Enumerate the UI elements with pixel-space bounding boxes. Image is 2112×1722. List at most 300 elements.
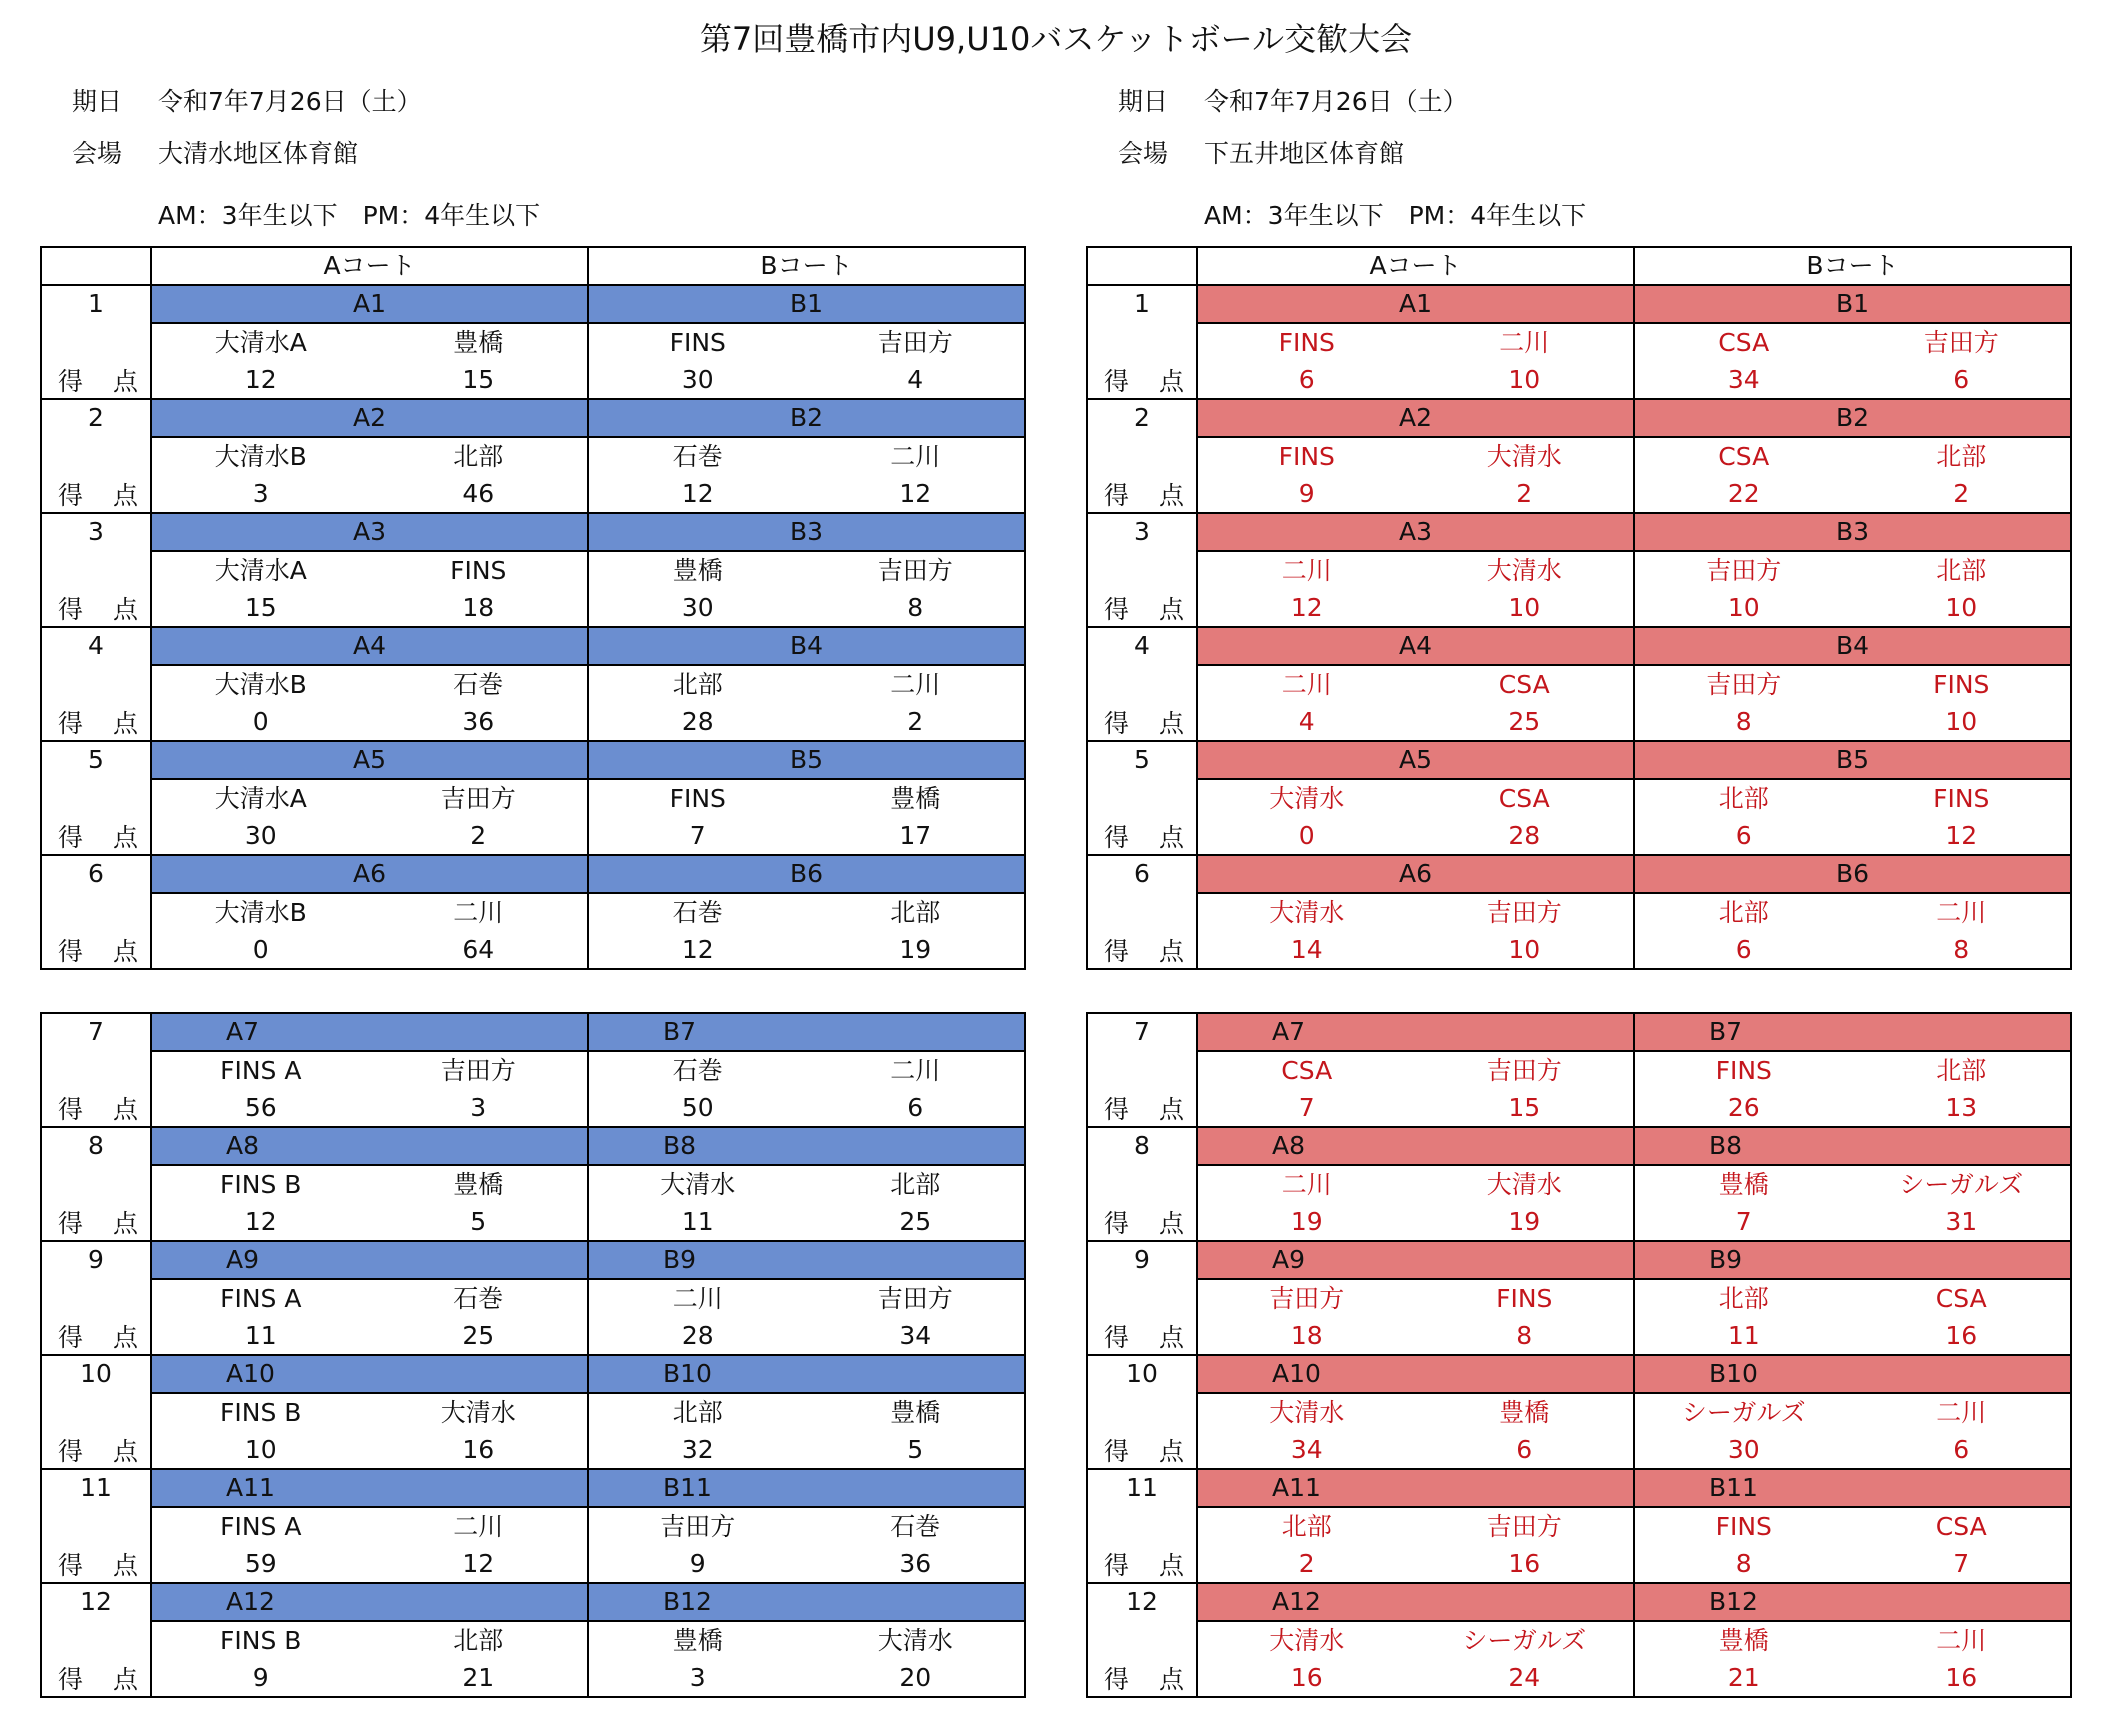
team-name: 吉田方 [1706, 556, 1782, 585]
round-number: 7 [1134, 1017, 1150, 1046]
score-pair [1198, 362, 1633, 398]
score-value: 18 [462, 593, 495, 622]
team-name: 北部 [1718, 784, 1769, 813]
score-pair [589, 704, 1024, 740]
match-label-b: B9 [588, 1241, 1025, 1279]
match-label-row [41, 1127, 1025, 1165]
score-label-char: 点 [1158, 1437, 1184, 1466]
team-name: 大清水A [214, 556, 307, 585]
score-label-char: 点 [112, 367, 138, 396]
score-value: 6 [1298, 365, 1315, 394]
team-cell [151, 665, 588, 704]
team-cell [1634, 665, 2071, 704]
score-pair [1198, 1546, 1633, 1582]
score-value: 10 [1727, 593, 1760, 622]
score-label-char: 点 [112, 1437, 138, 1466]
team-name: 北部 [890, 1170, 941, 1199]
score-value: 30 [1727, 1435, 1760, 1464]
round-cell [41, 1469, 151, 1583]
match-label-a: A3 [1197, 513, 1634, 551]
right-am-table [1086, 246, 2072, 970]
match-label-row [1087, 1013, 2071, 1051]
round-number: 6 [88, 859, 104, 888]
match-label-b: B3 [1634, 513, 2071, 551]
score-value: 8 [1953, 935, 1970, 964]
match-label-row [41, 1241, 1025, 1279]
score-label [58, 1434, 138, 1470]
team-name: 吉田方 [660, 1512, 736, 1541]
team-cell [1197, 1621, 1634, 1660]
match-label-b: B12 [1634, 1583, 2071, 1621]
team-name: 大清水 [440, 1398, 516, 1427]
team-row [1087, 1393, 2071, 1432]
score-value: 11 [681, 1207, 714, 1236]
score-value: 56 [244, 1093, 277, 1122]
match-label-row [1087, 1127, 2071, 1165]
score-label-char: 得 [1104, 709, 1130, 738]
score-label-char: 点 [1158, 1665, 1184, 1694]
team-cell [1197, 1165, 1634, 1204]
team-cell [1197, 779, 1634, 818]
score-pair [589, 476, 1024, 512]
score-value: 64 [462, 935, 495, 964]
score-pair [589, 1660, 1024, 1696]
score-label-char: 得 [1104, 1551, 1130, 1580]
score-cell [1197, 1318, 1634, 1355]
score-value: 46 [462, 479, 495, 508]
round-number: 12 [1126, 1587, 1158, 1616]
team-name: FINS A [220, 1056, 302, 1085]
score-value: 5 [470, 1207, 487, 1236]
score-label-char: 点 [112, 1551, 138, 1580]
score-label-char: 得 [1104, 1095, 1130, 1124]
match-label-row [41, 855, 1025, 893]
match-label-b: B6 [588, 855, 1025, 893]
score-value: 34 [1727, 365, 1760, 394]
team-cell [588, 1051, 1025, 1090]
team-cell [1634, 1051, 2071, 1090]
team-name: 二川 [672, 1284, 723, 1313]
team-cell [151, 437, 588, 476]
left-am-table [40, 246, 1026, 970]
round-cell [41, 1013, 151, 1127]
score-value: 19 [899, 935, 932, 964]
score-value: 2 [1953, 479, 1970, 508]
match-label-a: A5 [151, 741, 588, 779]
match-label-a: A6 [151, 855, 588, 893]
score-pair [1198, 1318, 1633, 1354]
score-row [41, 1660, 1025, 1697]
score-value: 19 [1290, 1207, 1323, 1236]
team-name: 吉田方 [440, 1056, 516, 1085]
score-value: 6 [1953, 1435, 1970, 1464]
score-pair [589, 1546, 1024, 1582]
score-label-char: 得 [1104, 481, 1130, 510]
team-cell [588, 437, 1025, 476]
score-row [41, 818, 1025, 855]
round-cell [1087, 285, 1197, 399]
round-cell [41, 1241, 151, 1355]
team-name: FINS [1715, 1512, 1772, 1541]
score-value: 9 [252, 1663, 269, 1692]
score-pair [152, 1204, 587, 1240]
score-label-char: 点 [112, 1323, 138, 1352]
date-value-left: 令和7年7月26日（土） [158, 87, 422, 116]
score-value: 7 [1953, 1549, 1970, 1578]
team-name: FINS B [220, 1626, 302, 1655]
score-label [1104, 934, 1184, 970]
match-label-row [41, 399, 1025, 437]
score-label [1104, 1434, 1184, 1470]
court-header-row [41, 247, 1025, 285]
score-label-char: 点 [1158, 823, 1184, 852]
score-label-char: 点 [112, 709, 138, 738]
score-pair [1198, 932, 1633, 968]
match-label-b: B9 [1634, 1241, 2071, 1279]
score-pair [152, 1090, 587, 1126]
score-value: 22 [1727, 479, 1760, 508]
match-label-b: B5 [588, 741, 1025, 779]
court-header-row [1087, 247, 2071, 285]
team-name: 大清水A [214, 328, 307, 357]
score-value: 0 [252, 707, 269, 736]
round-number: 10 [80, 1359, 112, 1388]
team-pair [1635, 1052, 2070, 1090]
team-name: CSA [1935, 1284, 1987, 1313]
score-value: 16 [1945, 1321, 1978, 1350]
team-pair [1635, 666, 2070, 704]
score-value: 2 [470, 821, 487, 850]
team-row [1087, 1507, 2071, 1546]
team-name: CSA [1935, 1512, 1987, 1541]
score-row [41, 1318, 1025, 1355]
team-pair [1198, 780, 1633, 818]
score-cell [588, 1660, 1025, 1697]
team-row [41, 893, 1025, 932]
score-value: 24 [1508, 1663, 1541, 1692]
team-name: 豊橋 [890, 784, 941, 813]
score-label-char: 点 [1158, 1095, 1184, 1124]
team-name: 大清水 [1269, 1398, 1345, 1427]
team-name: 豊橋 [453, 328, 504, 357]
score-pair [1198, 590, 1633, 626]
score-pair [1635, 1090, 2070, 1126]
team-name: 吉田方 [1486, 898, 1562, 927]
team-cell [1634, 551, 2071, 590]
team-row [41, 1507, 1025, 1546]
team-name: CSA [1718, 328, 1770, 357]
round-number: 6 [1134, 859, 1150, 888]
score-pair [1198, 704, 1633, 740]
team-cell [1197, 665, 1634, 704]
score-cell [1634, 1318, 2071, 1355]
team-pair [1198, 1508, 1633, 1546]
match-label-b: B7 [588, 1013, 1025, 1051]
team-name: 石巻 [453, 1284, 504, 1313]
team-pair [152, 438, 587, 476]
team-row [41, 1279, 1025, 1318]
score-pair [152, 1318, 587, 1354]
score-value: 30 [681, 365, 714, 394]
score-value: 25 [1508, 707, 1541, 736]
score-pair [589, 362, 1024, 398]
score-value: 12 [1945, 821, 1978, 850]
score-value: 8 [1735, 1549, 1752, 1578]
team-name: 大清水B [214, 898, 307, 927]
team-row [1087, 1279, 2071, 1318]
score-cell [1634, 818, 2071, 855]
match-label-a: A7 [151, 1013, 588, 1051]
team-pair [152, 324, 587, 362]
team-name: 大清水A [214, 784, 307, 813]
score-label-char: 得 [1104, 1437, 1130, 1466]
match-label-row [1087, 1355, 2071, 1393]
score-label-char: 得 [58, 1665, 84, 1694]
team-row [41, 551, 1025, 590]
score-value: 9 [1298, 479, 1315, 508]
round-number: 5 [1134, 745, 1150, 774]
team-cell [1197, 1051, 1634, 1090]
score-value: 10 [244, 1435, 277, 1464]
score-row [41, 1204, 1025, 1241]
team-cell [1197, 323, 1634, 362]
match-label-b: B2 [588, 399, 1025, 437]
team-pair [589, 1052, 1024, 1090]
score-label-char: 点 [1158, 1323, 1184, 1352]
score-value: 10 [1508, 935, 1541, 964]
team-name: 吉田方 [1269, 1284, 1345, 1313]
court-b-header: Bコート [1634, 247, 2071, 285]
team-name: 吉田方 [877, 556, 953, 585]
score-pair [1635, 476, 2070, 512]
score-pair [1198, 818, 1633, 854]
team-name: 北部 [453, 1626, 504, 1655]
team-pair [152, 1508, 587, 1546]
team-name: 吉田方 [1486, 1056, 1562, 1085]
score-cell [151, 1204, 588, 1241]
round-number: 10 [1126, 1359, 1158, 1388]
match-label-b: B8 [588, 1127, 1025, 1165]
team-row [41, 779, 1025, 818]
score-pair [1198, 1660, 1633, 1696]
score-label-char: 点 [112, 595, 138, 624]
team-cell [1197, 437, 1634, 476]
score-value: 21 [1727, 1663, 1760, 1692]
score-value: 12 [244, 1207, 277, 1236]
team-name: 二川 [890, 442, 941, 471]
team-name: 豊橋 [1499, 1398, 1550, 1427]
team-name: 二川 [890, 670, 941, 699]
score-cell [588, 1546, 1025, 1583]
match-label-row [1087, 627, 2071, 665]
team-cell [151, 1279, 588, 1318]
score-value: 16 [1290, 1663, 1323, 1692]
team-pair [589, 1622, 1024, 1660]
score-label-char: 点 [112, 481, 138, 510]
score-label-char: 得 [58, 595, 84, 624]
round-cell [41, 513, 151, 627]
score-label-char: 点 [1158, 481, 1184, 510]
score-cell [1197, 1432, 1634, 1469]
score-pair [1635, 1546, 2070, 1582]
score-cell [151, 1090, 588, 1127]
team-cell [151, 779, 588, 818]
score-cell [588, 704, 1025, 741]
round-number: 1 [1134, 289, 1150, 318]
score-value: 11 [1727, 1321, 1760, 1350]
left-pm-table [40, 1012, 1026, 1698]
team-name: FINS [1933, 670, 1990, 699]
team-pair [1198, 1052, 1633, 1090]
team-row [41, 1621, 1025, 1660]
score-label [58, 592, 138, 628]
score-value: 28 [681, 707, 714, 736]
team-pair [589, 1508, 1024, 1546]
score-label-char: 点 [1158, 1209, 1184, 1238]
score-pair [1635, 1318, 2070, 1354]
score-label-char: 点 [1158, 367, 1184, 396]
team-row [1087, 1051, 2071, 1090]
score-value: 19 [1508, 1207, 1541, 1236]
round-number: 2 [88, 403, 104, 432]
score-value: 20 [899, 1663, 932, 1692]
score-label [58, 478, 138, 514]
score-label [1104, 478, 1184, 514]
match-label-row [41, 1583, 1025, 1621]
team-row [1087, 665, 2071, 704]
score-value: 4 [1298, 707, 1315, 736]
team-row [1087, 1165, 2071, 1204]
score-value: 16 [1945, 1663, 1978, 1692]
match-label-a: A10 [151, 1355, 588, 1393]
score-value: 7 [689, 821, 706, 850]
score-value: 12 [244, 365, 277, 394]
score-cell [1634, 476, 2071, 513]
round-number: 8 [88, 1131, 104, 1160]
team-pair [1635, 1508, 2070, 1546]
score-value: 6 [1735, 935, 1752, 964]
team-name: 豊橋 [1718, 1170, 1769, 1199]
score-value: 12 [681, 479, 714, 508]
match-label-b: B12 [588, 1583, 1025, 1621]
score-value: 15 [244, 593, 277, 622]
score-label [1104, 1548, 1184, 1584]
match-label-row [1087, 513, 2071, 551]
team-name: 北部 [672, 1398, 723, 1427]
team-row [41, 1393, 1025, 1432]
score-value: 7 [1298, 1093, 1315, 1122]
score-cell [151, 1432, 588, 1469]
venue-label-right: 会場 [1118, 139, 1169, 168]
team-cell [151, 323, 588, 362]
score-cell [1634, 704, 2071, 741]
score-value: 36 [462, 707, 495, 736]
team-name: 大清水 [1486, 556, 1562, 585]
team-row [41, 1165, 1025, 1204]
score-cell [1197, 704, 1634, 741]
score-row [1087, 1546, 2071, 1583]
team-pair [1198, 894, 1633, 932]
round-cell [41, 399, 151, 513]
round-number: 8 [1134, 1131, 1150, 1160]
match-label-row [1087, 855, 2071, 893]
team-name: FINS A [220, 1284, 302, 1313]
score-label-char: 得 [58, 1209, 84, 1238]
score-cell [588, 590, 1025, 627]
team-row [1087, 779, 2071, 818]
team-row [1087, 1621, 2071, 1660]
corner-cell [1087, 247, 1197, 285]
score-label-char: 得 [1104, 823, 1130, 852]
round-cell [41, 741, 151, 855]
score-cell [151, 1546, 588, 1583]
score-value: 25 [899, 1207, 932, 1236]
score-pair [1635, 1432, 2070, 1468]
team-name: 吉田方 [1923, 328, 1999, 357]
team-pair [589, 324, 1024, 362]
match-label-a: A10 [1197, 1355, 1634, 1393]
score-cell [588, 476, 1025, 513]
team-cell [1634, 1621, 2071, 1660]
team-name: 北部 [1281, 1512, 1332, 1541]
score-label [1104, 1206, 1184, 1242]
score-label-char: 得 [58, 367, 84, 396]
score-row [41, 1546, 1025, 1583]
team-name: シーガルズ [1899, 1170, 2024, 1199]
team-name: 豊橋 [453, 1170, 504, 1199]
score-row [1087, 932, 2071, 969]
match-label-b: B11 [588, 1469, 1025, 1507]
match-label-row [1087, 1583, 2071, 1621]
venue-value-left: 大清水地区体育館 [158, 139, 359, 168]
score-cell [588, 1204, 1025, 1241]
team-cell [1634, 1165, 2071, 1204]
score-value: 10 [1508, 365, 1541, 394]
team-name: シーガルズ [1462, 1626, 1587, 1655]
score-cell [588, 818, 1025, 855]
match-label-b: B10 [588, 1355, 1025, 1393]
score-cell [1634, 1090, 2071, 1127]
team-name: 石巻 [672, 1056, 723, 1085]
score-pair [1635, 818, 2070, 854]
round-number: 4 [88, 631, 104, 660]
team-name: CSA [1498, 670, 1550, 699]
score-label-char: 点 [1158, 595, 1184, 624]
score-label-char: 点 [1158, 1551, 1184, 1580]
match-label-row [41, 1355, 1025, 1393]
match-label-a: A1 [151, 285, 588, 323]
team-name: 二川 [1281, 1170, 1332, 1199]
team-pair [1635, 1166, 2070, 1204]
match-label-a: A5 [1197, 741, 1634, 779]
match-label-b: B1 [588, 285, 1025, 323]
match-label-a: A12 [151, 1583, 588, 1621]
score-pair [589, 932, 1024, 968]
round-number: 2 [1134, 403, 1150, 432]
match-label-b: B3 [588, 513, 1025, 551]
team-cell [588, 1507, 1025, 1546]
score-value: 21 [462, 1663, 495, 1692]
team-name: 大清水 [1486, 442, 1562, 471]
team-name: 北部 [1936, 442, 1987, 471]
round-cell [1087, 399, 1197, 513]
score-label-char: 点 [112, 823, 138, 852]
score-row [1087, 704, 2071, 741]
score-value: 3 [252, 479, 269, 508]
score-value: 18 [1290, 1321, 1323, 1350]
score-row [41, 932, 1025, 969]
team-cell [151, 1165, 588, 1204]
